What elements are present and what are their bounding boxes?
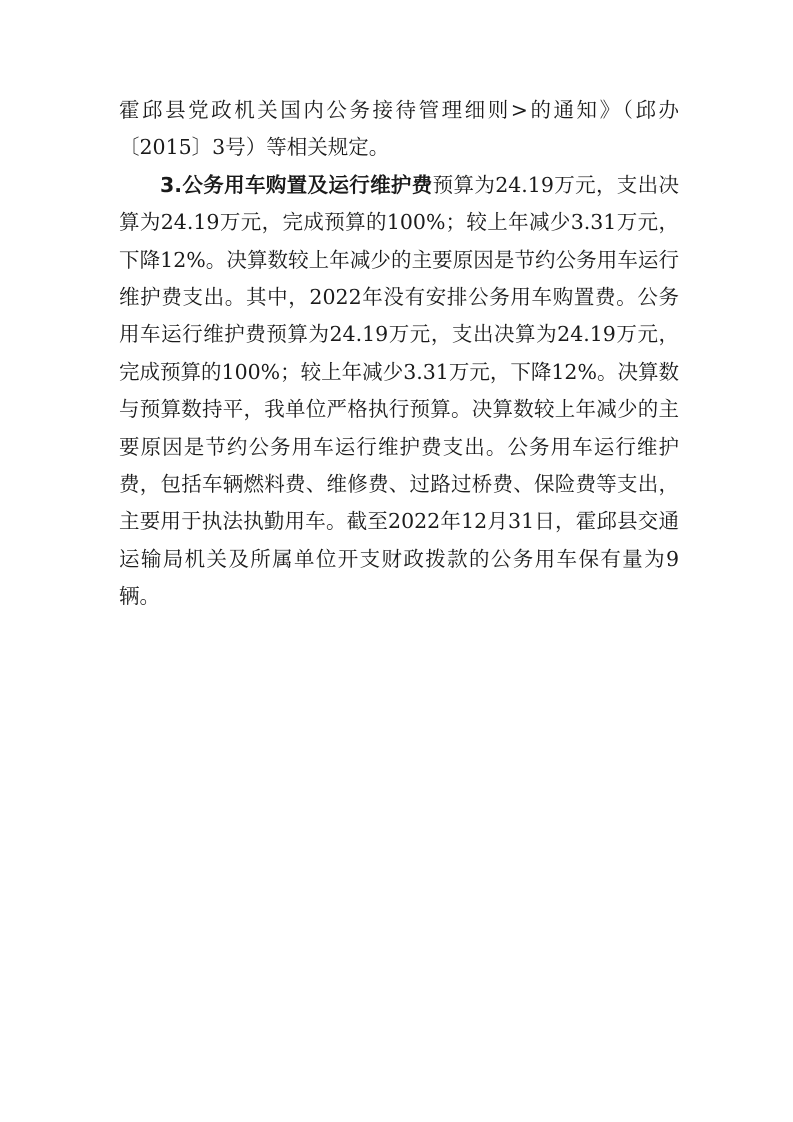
paragraph-vehicle-body: 预算为24.19万元，支出决算为24.19万元，完成预算的100%；较上年减少3.31万元，下降12%。决算数较上年减少的主要原因是节约公务用车运行维护费支出。其中，2022年没有安排公务用车购置费。公务用车运行维护费预算为24.19万元，支出决算为24.19万元，完成预算的100%；较上年减少3.31万元，下降12%。决算数与预算数持平，我单位严格执行预算。决算数较上年减少的主要原因是节约公务用车运行维护费支出。公务用车运行维护费，包括车辆燃料费、维修费、过路过桥费、保险费等支出，主要用于执法执勤用车。截至2022年12月31日，霍邱县交通运输局机关及所属单位开支财政拨款的公务用车保有量为9辆。: [119, 172, 679, 609]
paragraph-vehicle-expenses: [119, 167, 679, 616]
document-body: [119, 92, 679, 616]
paragraph-continuation: 霍邱县党政机关国内公务接待管理细则>的通知》（邱办〔2015〕3号）等相关规定。: [119, 98, 679, 160]
section-heading-vehicle: 3.公务用车购置及运行维护费: [160, 172, 433, 197]
